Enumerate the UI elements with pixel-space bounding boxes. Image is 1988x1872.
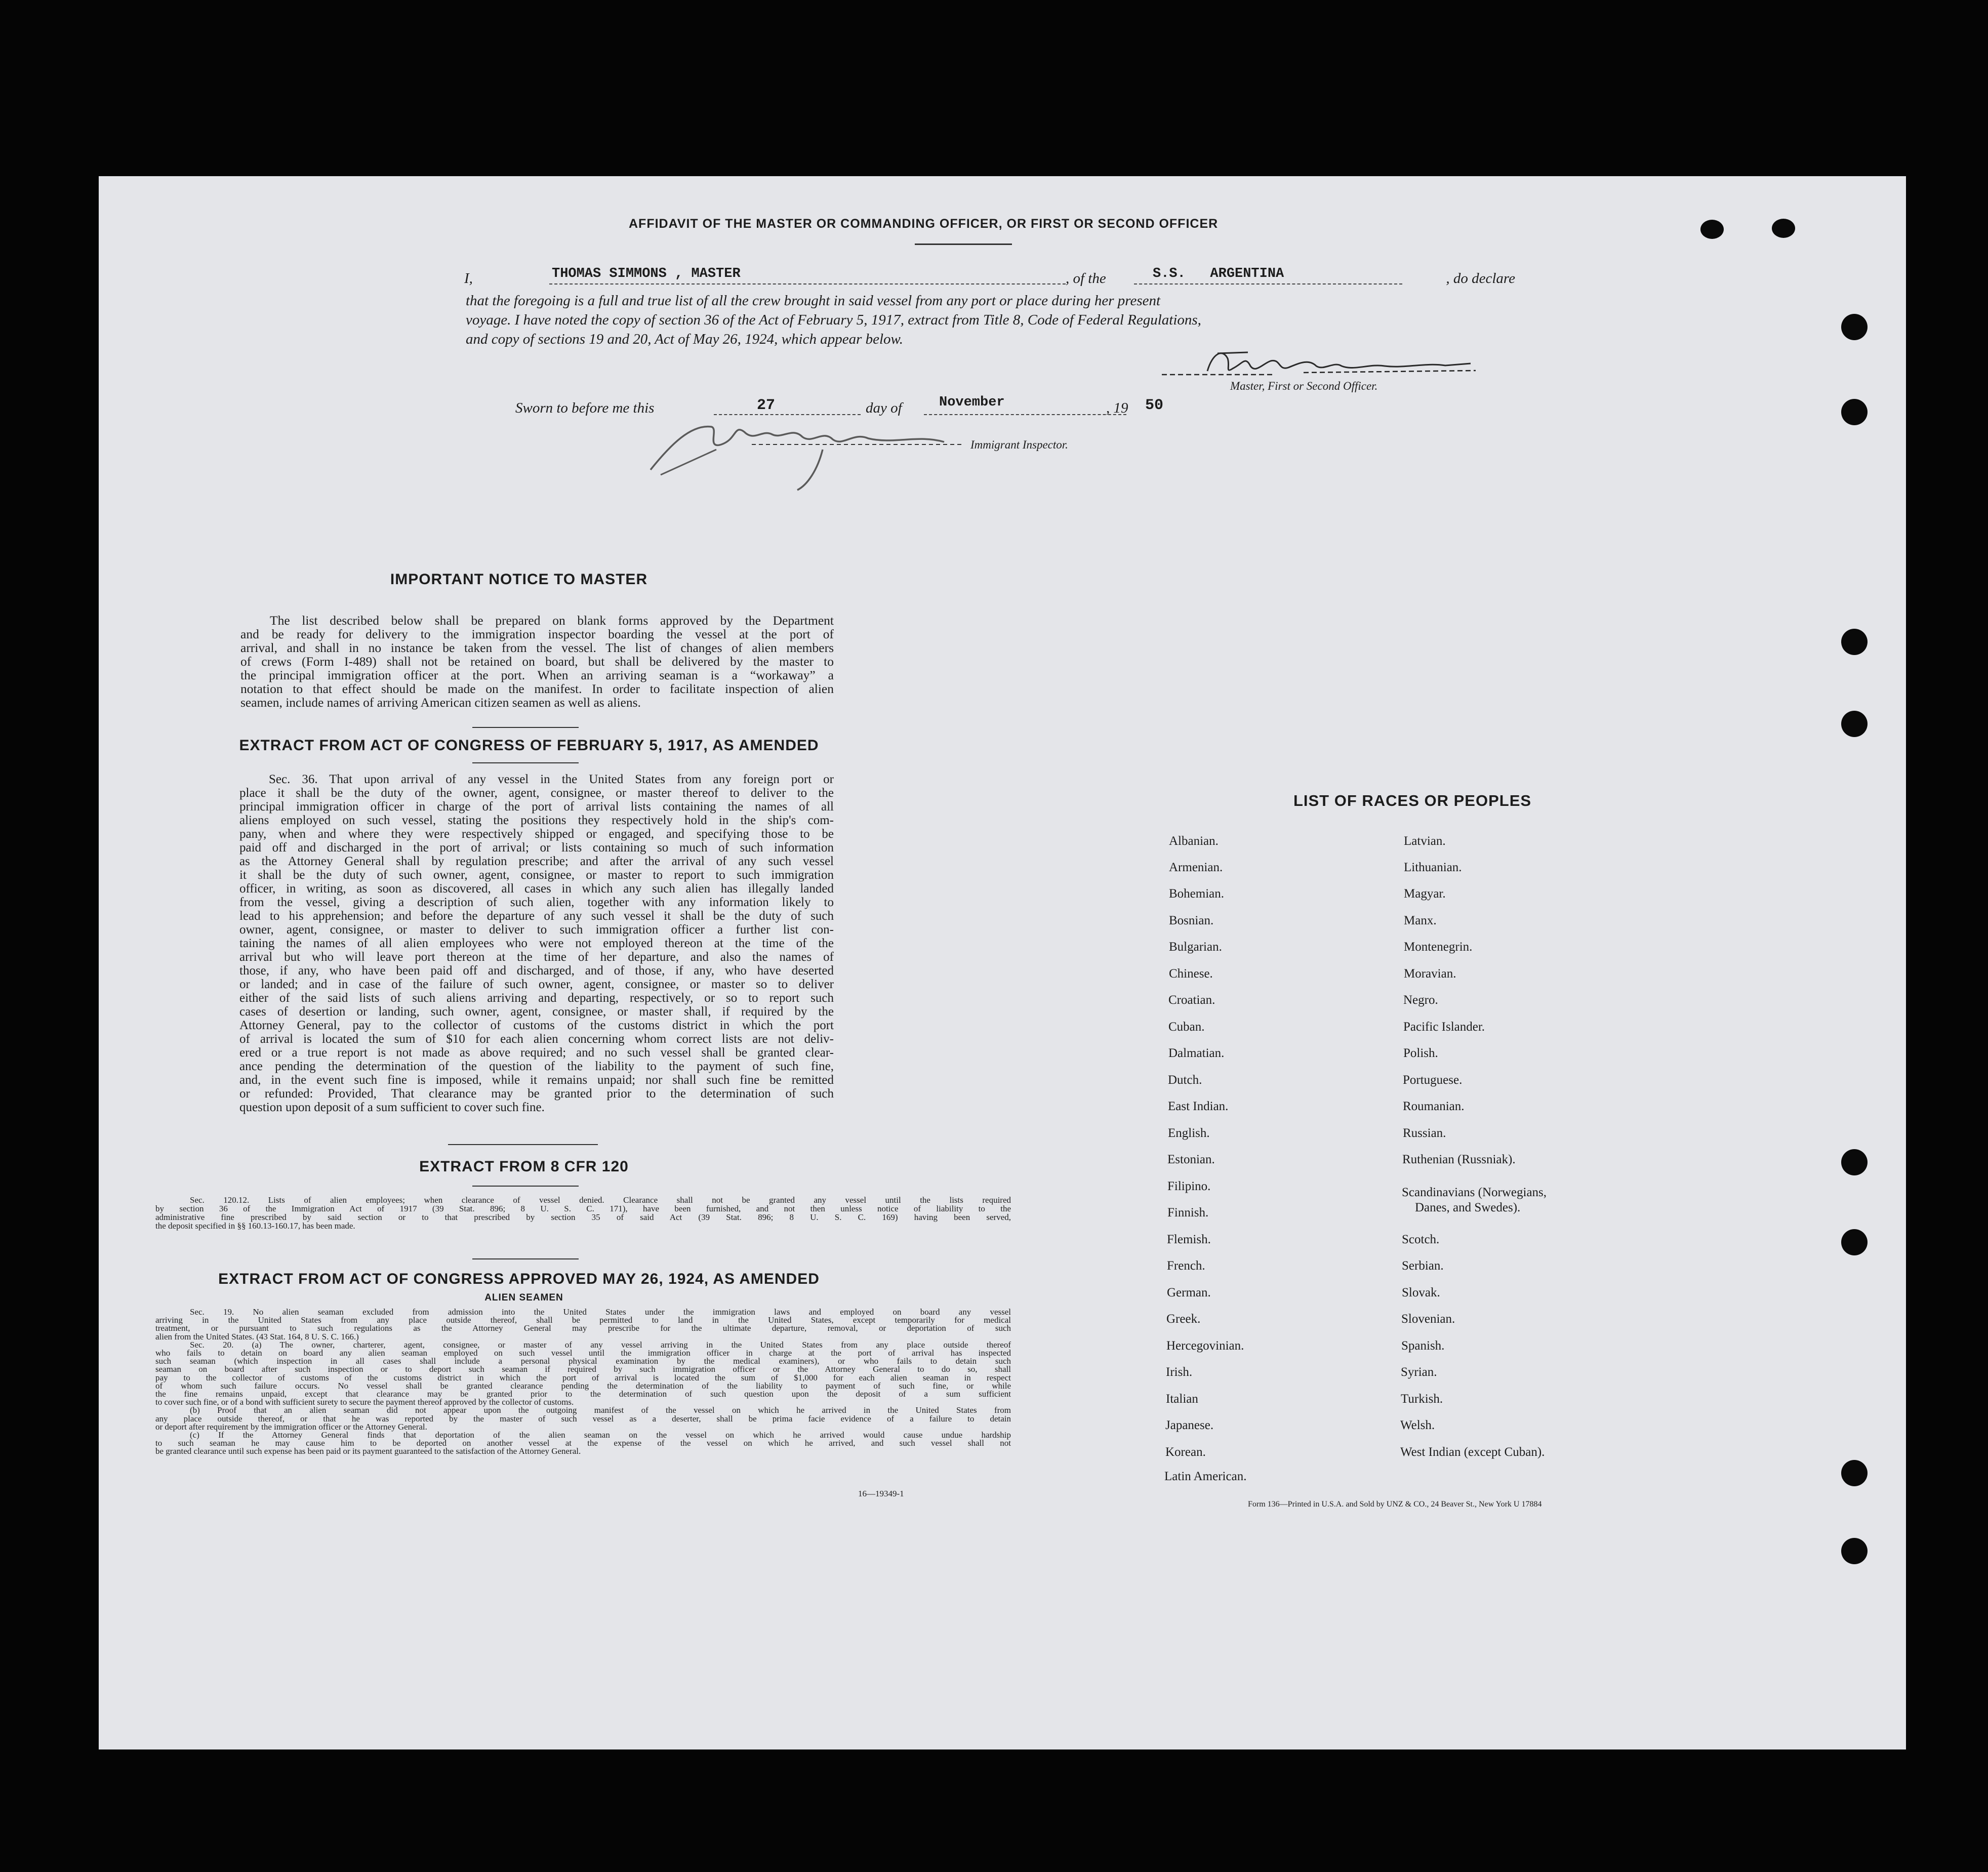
extract-line: principal immigration officer in charge of the port of arrival lists containing the names of all: [239, 800, 834, 813]
extract-line: paid off and discharged in the port of arrival; or lists containing so much of such information: [239, 841, 834, 854]
extract-line: ered or a true report is not made as above required; and no such vessel shall be granted clear-: [239, 1046, 834, 1060]
extract-line: and, in the event such fine is imposed, while it remains unpaid; nor shall such fine be remitted: [239, 1073, 834, 1087]
extract-line: Sec. 20. (a) The owner, charterer, agent, consignee, or master of any vessel arriving in the United States from any place outside thereof: [190, 1339, 1011, 1350]
extract-line: the deposit specified in §§ 160.13-160.17, has been made.: [155, 1221, 355, 1231]
i-label: I,: [464, 270, 473, 287]
extract-line: be granted clearance until such expense has been paid or its payment guaranteed to the satisfaction of the Attorney General.: [155, 1446, 581, 1456]
extract-line: officer, in writing, as soon as discovered, all cases in which any such alien has illegally landed: [239, 882, 834, 896]
extract-line: it shall be the duty of such owner, agent, consignee, or master to report to such immigration: [239, 868, 834, 882]
extract-line: place it shall be the duty of the owner, agent, consignee, or master thereof to deliver to the: [239, 786, 834, 800]
extract-cfr-body: [155, 1196, 1011, 1230]
notice-body: [240, 614, 834, 709]
extract-line: or refunded: Provided, That clearance may be granted prior to the determination of such: [239, 1087, 834, 1101]
notice-line: and be ready for delivery to the immigration inspector boarding the vessel at the port of: [240, 627, 834, 641]
race-left: Greek.: [1166, 1312, 1201, 1326]
extract-1924-title: EXTRACT FROM ACT OF CONGRESS APPROVED MAY 26, 1924, AS AMENDED: [218, 1271, 820, 1287]
declaration-line-3: voyage. I have noted the copy of section 36 of the Act of February 5, 1917, extract from Title 8, Code of Federal Regulations,: [466, 312, 1201, 328]
sworn-label: Sworn to before me this: [515, 400, 655, 416]
punch-hole: [1841, 711, 1868, 737]
punch-hole: [1841, 314, 1868, 340]
race-right: Pacific Islander.: [1403, 1020, 1485, 1034]
race-left: Chinese.: [1169, 967, 1213, 981]
punch-hole: [1841, 1538, 1868, 1564]
extract-line: of arrival is located the sum of $10 for each alien concerning whom correct lists are not deliv-: [239, 1032, 834, 1046]
notice-line: The list described below shall be prepared on blank forms approved by the Department: [270, 613, 834, 628]
extract-line: taining the names of all alien employees who were not employed thereon at the time of the: [239, 937, 834, 950]
race-right: Roumanian.: [1403, 1100, 1465, 1113]
divider: [472, 762, 579, 763]
extract-line: seaman on board after such inspection or to deport such seaman if required by such immigration officer or the Attorney General to do so, shall: [155, 1364, 1011, 1374]
extract-line: Sec. 120.12. Lists of alien employees; when clearance of vessel denied. Clearance shall not be granted any vessel until the lists required: [190, 1195, 1011, 1205]
document-sheet: [99, 176, 1906, 1749]
race-right: Danes, and Swedes).: [1415, 1201, 1521, 1214]
inspector-signature: [630, 414, 985, 495]
extract-line: arriving in the United States from any place outside thereof, shall be permitted to land in the United States, except temporarily for medical: [155, 1315, 1011, 1325]
divider: [448, 1144, 598, 1145]
race-left: Hercegovinian.: [1166, 1339, 1244, 1353]
notice-line: seamen, include names of arriving American citizen seamen as well as aliens.: [240, 695, 641, 710]
year-prefix: , 19: [1106, 400, 1128, 416]
month-value: November: [939, 395, 1005, 410]
extract-line: arrival but who will leave port thereon at the time of her departure, and also the names of: [239, 950, 834, 964]
punch-hole: [1841, 1229, 1868, 1255]
races-title: LIST OF RACES OR PEOPLES: [1293, 792, 1532, 809]
vessel-name: S.S. ARGENTINA: [1153, 266, 1284, 281]
extract-line: from the vessel, giving a description of such alien, together with any information likely to: [239, 896, 834, 909]
race-left: Bohemian.: [1169, 887, 1225, 901]
extract-line: treatment, or pursuant to such regulations as the Attorney General may prescribe for the ultimate departure, removal, or deportation of such: [155, 1323, 1011, 1333]
do-declare-label: , do declare: [1446, 270, 1515, 287]
race-left: Korean.: [1165, 1445, 1206, 1459]
race-right: Polish.: [1403, 1046, 1438, 1060]
race-left: French.: [1167, 1259, 1205, 1273]
punch-hole: [1841, 1460, 1868, 1486]
race-left: Armenian.: [1169, 861, 1223, 874]
extract-line: Sec. 36. That upon arrival of any vessel in the United States from any foreign port or: [269, 772, 834, 786]
printer-footer: Form 136—Printed in U.S.A. and Sold by UNZ & CO., 24 Beaver St., New York U 17884: [1248, 1500, 1542, 1509]
day-label: day of: [866, 400, 902, 416]
race-right: Slovak.: [1402, 1286, 1440, 1299]
race-left: Croatian.: [1168, 993, 1215, 1007]
race-left: Estonian.: [1167, 1153, 1215, 1166]
race-left: Dalmatian.: [1168, 1046, 1225, 1060]
declaration-line-4: and copy of sections 19 and 20, Act of May 26, 1924, which appear below.: [466, 331, 903, 347]
extract-line: ance pending the determination of the question of the liability to the payment of such fine,: [239, 1060, 834, 1073]
race-right: Portuguese.: [1403, 1073, 1463, 1087]
race-right: Scandinavians (Norwegians,: [1402, 1186, 1547, 1199]
of-the-label: , of the: [1066, 270, 1106, 287]
race-left: Filipino.: [1167, 1179, 1211, 1193]
race-right: Lithuanian.: [1404, 861, 1462, 874]
extract-line: such seaman (which inspection in all cases shall include a personal physical examination by the medical examiners), or who fails to detain such: [155, 1356, 1011, 1366]
race-left: Bulgarian.: [1169, 940, 1222, 954]
race-right: Russian.: [1403, 1126, 1446, 1140]
extract-line: as the Attorney General shall by regulation prescribe; and after the arrival of any such vessel: [239, 854, 834, 868]
extract-line: or landed; and in case of the failure of such owner, agent, consignee, or master so to deliver: [239, 978, 834, 991]
extract-1924-subtitle: ALIEN SEAMEN: [484, 1292, 563, 1303]
extract-line: any place outside thereof, or that he was reported by the master of such vessel as a deserter, shall be prima facie evidence of a failure to detain: [155, 1413, 1011, 1423]
declaration-line-2: that the foregoing is a full and true list of all the crew brought in said vessel from any port or place during her present: [466, 293, 1161, 309]
form-code: 16—19349-1: [858, 1489, 904, 1498]
race-right: Slovenian.: [1401, 1312, 1455, 1326]
extract-line: question upon deposit of a sum sufficient to cover such fine.: [239, 1101, 545, 1114]
race-left: Albanian.: [1169, 834, 1219, 848]
race-right: Magyar.: [1404, 887, 1446, 901]
extract-line: to cover such fine, or of a bond with sufficient surety to secure the payment thereof approved by the collector of customs.: [155, 1397, 574, 1407]
officer-label: Master, First or Second Officer.: [1230, 380, 1378, 392]
master-name: THOMAS SIMMONS , MASTER: [552, 266, 741, 281]
extract-line: the fine remains unpaid, except that clearance may be granted prior to the determination of such question upon the deposit of a sum sufficient: [155, 1389, 1011, 1399]
extract-line: cases of desertion or landing, such owner, agent, consignee, or master shall, if required by the: [239, 1005, 834, 1019]
extract-line: or deport after requirement by the immigration officer or the Attorney General.: [155, 1421, 427, 1432]
extract-1917-body: [239, 772, 834, 1114]
extract-line: owner, agent, consignee, or master to deliver to such immigration officer a further list con-: [239, 923, 834, 937]
notice-line: arrival, and shall in no instance be taken from the vessel. The list of changes of alien members: [240, 640, 834, 655]
master-signature: [1142, 343, 1516, 384]
race-left: Cuban.: [1168, 1020, 1205, 1034]
race-left: Italian: [1166, 1392, 1198, 1406]
race-left: Irish.: [1166, 1365, 1193, 1379]
race-right: Scotch.: [1402, 1233, 1440, 1246]
race-right: Negro.: [1403, 993, 1438, 1007]
race-right: Syrian.: [1401, 1365, 1437, 1379]
extract-line: aliens employed on such vessel, stating the positions they respectively hold in the ship's com-: [239, 813, 834, 827]
race-left: Flemish.: [1167, 1233, 1211, 1246]
extract-line: Sec. 19. No alien seaman excluded from admission into the United States under the immigration laws and employed on board any vessel: [190, 1307, 1011, 1317]
extract-line: Attorney General, pay to the collector of customs of the customs district in which the port: [239, 1019, 834, 1032]
race-left: German.: [1167, 1286, 1211, 1299]
extract-line: (c) If the Attorney General finds that deportation of the alien seaman on the vessel on which he arrived would cause undue hardship: [190, 1430, 1011, 1440]
race-right: Spanish.: [1401, 1339, 1445, 1353]
extract-line: those, if any, who have been paid off and discharged, and of those, if any, who have deserted: [239, 964, 834, 978]
divider: [472, 1186, 579, 1187]
extract-line: either of the said lists of such aliens arriving and departing, respectively, or so to report such: [239, 991, 834, 1005]
race-right: Montenegrin.: [1404, 940, 1473, 954]
year-value: 50: [1145, 397, 1164, 414]
race-right: Ruthenian (Russniak).: [1402, 1153, 1516, 1166]
extract-line: by section 36 of the Immigration Act of 1917 (39 Stat. 896; 8 U. S. C. 171), have been furnished, and not then unless notice of liability to the: [155, 1204, 1011, 1213]
race-right: Serbian.: [1402, 1259, 1444, 1273]
name-line: [549, 283, 1066, 284]
race-left: English.: [1168, 1126, 1210, 1140]
notice-line: notation to that effect should be made on the manifest. In order to facilitate inspection of alien: [240, 681, 834, 696]
extract-line: lead to his apprehension; and before the departure of any such vessel it shall be the duty of such: [239, 909, 834, 923]
extract-line: who fails to detain on board any alien seaman employed on such vessel until the immigration officer in charge at the port of arrival has inspected: [155, 1348, 1011, 1358]
affidavit-title: AFFIDAVIT OF THE MASTER OR COMMANDING OFFICER, OR FIRST OR SECOND OFFICER: [629, 217, 1219, 231]
extract-line: alien from the United States. (43 Stat. 164, 8 U. S. C. 166.): [155, 1331, 359, 1341]
race-right: Manx.: [1404, 914, 1437, 927]
inspector-label: Immigrant Inspector.: [970, 438, 1068, 451]
race-left: Latin American.: [1164, 1470, 1247, 1483]
vessel-line: [1134, 283, 1402, 284]
notice-line: of crews (Form I-489) shall not be retained on board, but shall be delivered by the master to: [240, 654, 834, 669]
extract-line: (b) Proof that an alien seaman did not appear upon the outgoing manifest of the vessel on which he arrived in the United States from: [190, 1405, 1011, 1415]
race-right: Turkish.: [1401, 1392, 1443, 1406]
divider: [472, 1258, 579, 1259]
notice-title: IMPORTANT NOTICE TO MASTER: [390, 571, 648, 588]
punch-hole: [1700, 220, 1724, 239]
extract-line: administrative fine prescribed by said section or to that prescribed by section 35 of said Act (39 Stat. 896; 8 U. S. C. 169) having been served,: [155, 1212, 1011, 1222]
race-right: Latvian.: [1404, 834, 1446, 848]
punch-hole: [1772, 219, 1795, 238]
extract-line: to such seaman he may cause him to be deported on another vessel at the expense of the vessel on which he arrived, and such vessel shall not: [155, 1438, 1011, 1448]
extract-1924-body: [155, 1308, 1011, 1456]
divider: [472, 727, 579, 728]
divider: [915, 243, 1012, 245]
race-left: Japanese.: [1165, 1418, 1214, 1432]
punch-hole: [1841, 629, 1868, 655]
notice-line: the principal immigration officer at the port. When an arriving seaman is a “workaway” a: [240, 668, 834, 682]
extract-cfr-title: EXTRACT FROM 8 CFR 120: [419, 1158, 629, 1175]
race-right: West Indian (except Cuban).: [1400, 1445, 1545, 1459]
extract-line: pay to the collector of customs of the customs district in which the port of arrival is located the sum of $1,000 for each alien seaman in respect: [155, 1372, 1011, 1382]
race-left: Bosnian.: [1169, 914, 1214, 927]
extract-line: pany, when and where they were respectively shipped or engaged, and specifying those to be: [239, 827, 834, 841]
punch-hole: [1841, 399, 1868, 425]
race-right: Moravian.: [1404, 967, 1456, 981]
race-left: East Indian.: [1168, 1100, 1229, 1113]
race-left: Dutch.: [1168, 1073, 1202, 1087]
punch-hole: [1841, 1149, 1868, 1175]
race-left: Finnish.: [1167, 1206, 1209, 1219]
extract-1917-title: EXTRACT FROM ACT OF CONGRESS OF FEBRUARY 5, 1917, AS AMENDED: [239, 737, 819, 754]
extract-line: of whom such failure occurs. No vessel shall be granted clearance pending the determination of the liability to payment of such fine, or while: [155, 1380, 1011, 1391]
race-right: Welsh.: [1400, 1418, 1435, 1432]
day-value: 27: [757, 397, 776, 414]
